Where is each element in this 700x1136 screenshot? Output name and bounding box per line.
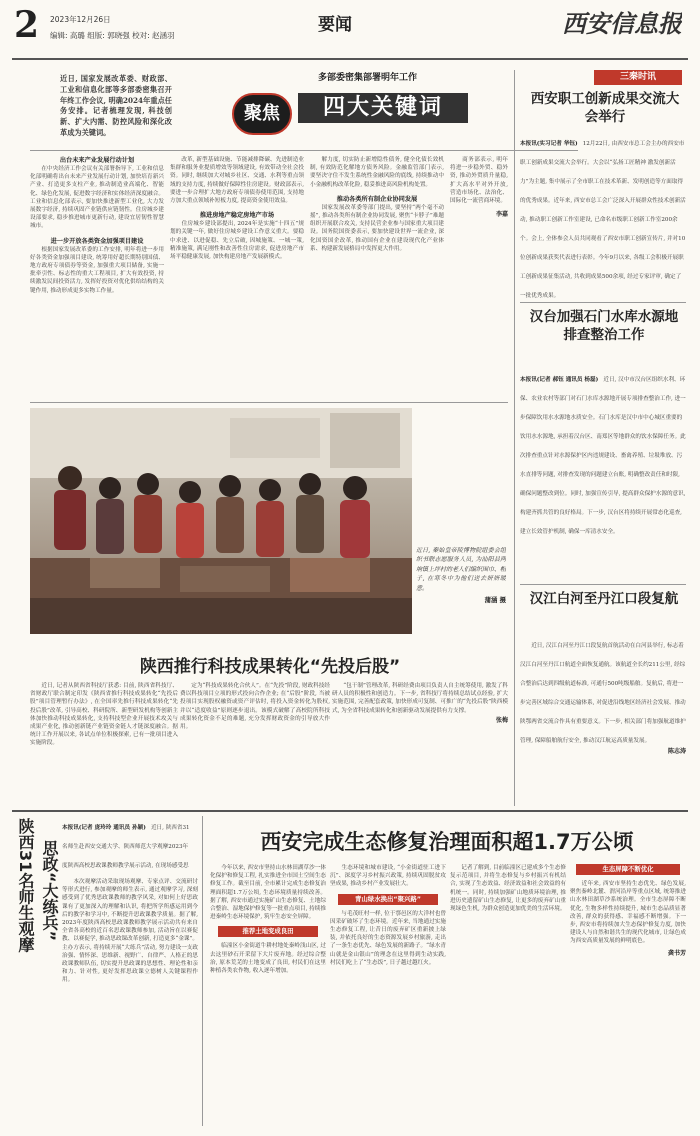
feature-rule bbox=[30, 150, 578, 151]
ecology-col-1 bbox=[210, 864, 326, 1126]
feature-col-3-text-2: 国家发展改革委等部门提出, 要坚持“两个毫不动摇”, 推动各类所有制企业协同发展, 聚焦“卡脖子”难题组织开展联合攻关, 支持民营企业参与国家重大项目建设。国务院国资委表示, 要加快建设世界一流企业, 深化国资国企改革, 推动国有企业在建设现代化产业体系、构建新发展格局中发挥更大作用。 bbox=[310, 204, 444, 252]
sidebar-story-2-text: 近日, 汉中市汉台区组织水利、环保、农业农村等部门对石门水库水源地开展专项排查整治工作, 进一步保障饮用水水源地水质安全。石门水库是汉中市中心城区重要的饮用水水源地, 承担着汉台区、南郑区等地群众的饮水保障任务。此次排查重点针对水源保护区内违规建设、畜禽养殖、垃圾堆放、污水直排等问题, 对排查发现的问题建立台账, 明确整改责任和时限, 确保问题整改到位。同时, 加强宣传引导, 提高群众保护水源的意识, 构建齐抓共管的良好格局。下一步, 汉台区将持续开展常态化巡查, 建立长效管护机制, 确保一库清水安全。 bbox=[520, 377, 686, 535]
ecology-col-4 bbox=[570, 864, 686, 1126]
ecology-title: 西安完成生态修复治理面积超1.7万公顷 bbox=[260, 830, 634, 854]
feature-col-1-text: 在中央经济工作会议有关部署指导下, 工业和信息化部明确将出台未来产业发展行动计划, 加快培育新兴产业、打造更多支柱产业, 推动制造业高端化、智能化、绿色化发展, 促进数字经济和实体经济深度融合。工业和信息化部表示, 要加快推进新型工业化, 大力发展数字经济, 持续巩固产业链供应链韧性。住房城乡建设部要求, 稳步推进城市更新行动, 建设宜居韧性智慧城市。 bbox=[30, 166, 164, 230]
ecology-col-2 bbox=[330, 864, 446, 1126]
sidebar-story-3-title: 汉江白河至丹江口段复航 bbox=[529, 591, 679, 607]
sidebar-divider bbox=[514, 70, 515, 806]
feature-byline: 李嘉 bbox=[495, 211, 508, 219]
feature-col-1 bbox=[30, 156, 164, 400]
tech-col-3 bbox=[332, 682, 508, 804]
teachers-body-text: 本次观摩活动采取现场观摩、专家点评、交流研讨等形式进行, 参加观摩的师生表示, 通过观摩学习, 深刻感受到了优秀思政课教师的教学风采, 对如何上好思政课有了更加深入的理解和认识, 将把所学所感运用到今后的教学和学习中, 不断提升思政课教学质量。据了解, 2023年度陕西高校思政课教师教学展示活动共有来自全省各高校的近百名思政课教师参加, 活动旨在以赛促教、以赛促学, 推动思政课改革创新, 打造更多“金课”。主办方表示, 将持续开展“大练兵”活动, 努力建设一支政治强、情怀深、思维新、视野广、自律严、人格正的思政课教师队伍, 切实提升思政课的思想性、理论性和亲和力、针对性, 更好发挥思政课立德树人关键课程作用。 bbox=[62, 879, 198, 984]
ecology-col-2-text-2: 与毛茂旺村一样, 位于鄠邑区的大洋村也曾因采矿破坏了生态环境。近年来, 当地通过实施生态修复工程, 让昔日的废弃矿区重新披上绿装, 并依托良好的生态资源发展乡村旅游, 走出了一条生态优先、绿色发展的新路子。“绿水青山就是金山银山”的理念在这里得到生动实践, 村民们吃上了“生态饭”, 日子越过越红火。 bbox=[330, 910, 446, 966]
date-line: 2023年12月26日 bbox=[50, 15, 111, 24]
ecology-col-3-text: 记者了解到, 目前临潼区已建成多个生态修复示范项目, 并将生态修复与乡村振兴有机结合, 实现了生态效益、经济效益和社会效益的有机统一。同时, 持续加强矿山地质环境治理, 推进历史遗留矿山生态修复, 让更多的废弃矿山重现绿色生机, 为群众创造更加优美的生活环境。 bbox=[450, 865, 566, 913]
teachers-title-quote-text: 思政“大练兵” bbox=[40, 840, 59, 942]
sidebar-story-1-byline: 本报讯(实习记者 华钰) bbox=[520, 141, 578, 147]
paper-logo: 西安信息报 bbox=[562, 9, 682, 38]
feature-col-2 bbox=[170, 156, 304, 400]
feature-subhead-3: 推进房地产稳定房地产市场 bbox=[199, 212, 275, 220]
sidebar-story-1-body bbox=[520, 130, 686, 300]
feature-col-4-text: 商务部表示, 明年将进一步稳外贸、稳外资, 推动外贸质升量稳, 扩大高水平对外开放, 营造市场化、法治化、国际化一流营商环境。 bbox=[450, 157, 508, 205]
teachers-divider bbox=[202, 816, 203, 1126]
page-number: 2 bbox=[14, 6, 40, 44]
tech-byline: 张梅 bbox=[495, 716, 508, 724]
focus-badge bbox=[232, 93, 292, 135]
bottom-section-rule bbox=[12, 810, 688, 812]
ecology-col-4-text: 近年来, 西安市坚持生态优先、绿色发展, 聚焦秦岭北麓、渭河沿岸等重点区域, 统筹推进山水林田湖草沙系统治理。全市生态屏障不断优化, 生物多样性持续提升, 城市生态品质显著改善, 群众的获得感、幸福感不断增强。下一步, 西安市将持续加大生态保护修复力度, 加快建设人与自然和谐共生的现代化城市, 让绿色成为西安高质量发展的鲜明底色。 bbox=[570, 881, 686, 945]
sidebar-story-3-text: 近日, 汉江白河至丹江口段复航首航活动在白河县举行, 标志着汉江白河至丹江口航道全面恢复通航。该航道全长约211公里, 经综合整治后达到四级航道标准, 可通行500吨级船舶。复航后, 将进一步完善区域综合交通运输体系, 对促进沿线地区经济社会发展、推动陕鄂两省交流合作具有重要意义。下一步, 相关部门将加强航道维护管理, 保障船舶航行安全, 推动汉江航运高质量发展。 bbox=[520, 643, 686, 744]
teachers-title-main bbox=[14, 818, 36, 1008]
tech-col-2-text: 定为“科技成果转化合伙人”。在“先投”阶段, 财政科技经费以科技项目立项的形式投向合作企业; 在“后股”阶段, 当被投项目实现股权融资或资产评估时, 将投入资金转化为股权, 并以“适度收益”原则逐步退出。该模式破解了高校院所科技成果转化资金不足的难题, 充分发挥财政资金的引导放大作用。 bbox=[180, 683, 330, 731]
tech-col-2 bbox=[180, 682, 330, 804]
sidebar-section-label: 三秦时讯 bbox=[594, 70, 682, 85]
teachers-byline: 本报讯(记者 庞玲玲 通讯员 孙颖) bbox=[62, 825, 146, 831]
teachers-intro: 近日, 陕西省31名师生赴西安交通大学、陕西师范大学观摩2023年度陕西高校思政课教师教学展示活动, 在现场感受思 bbox=[62, 825, 190, 869]
ecology-subhead-3: 生态屏障不断优化 bbox=[576, 864, 680, 875]
ecology-col-1-text: 今年以来, 西安市坚持山水林田湖草沙一体化保护和修复工程, 扎实推进全市国土空间生态修复工作。截至目前, 全市累计完成生态修复治理面积超1.7万公顷, 生态环境质量持续改善。据了解, 西安市通过实施矿山生态修复、土地综合整治、湿地保护修复等一批重点项目, 持续推进秦岭生态环境保护, 筑牢生态安全屏障。 bbox=[210, 865, 326, 921]
tech-col-1 bbox=[30, 682, 178, 804]
teachers-title-main-text: 陕西31名师生观摩 bbox=[16, 818, 35, 953]
feature-col-3 bbox=[310, 156, 444, 400]
feature-col-2-text: 改革, 新型基础设施、节能减排降碳、先进制造业集群和服务业提质增效等领域建设, 有效带动全社会投资。同时, 继续加大对城乡社区、交通、水利等重点领域的支持力度, 持续做好保障性住房建设。财政部表示, 要进一步合理扩大地方政府专项债券使用范围, 支持地方加大重点领域补短板力度, 提高资金使用效益。 bbox=[170, 157, 304, 205]
sidebar-story-1-title: 西安职工创新成果交流大会举行 bbox=[530, 91, 680, 125]
lead-text: 近日, 国家发展改革委、财政部、工业和信息化部等多部委密集召开年终工作会议, 明确2024年重点任务安排。记者梳理发现, 科技创新、扩大内需、防控风险和深化改革成为关键词。 bbox=[60, 74, 172, 137]
sidebar-rule-1 bbox=[520, 302, 686, 303]
sidebar-story-2-title: 汉台加强石门水库水源地排查整治工作 bbox=[529, 309, 679, 343]
photo-caption-text: 近日, 秦始皇帝陵博物院组委会组织书联志愿服务人员, 为汕阳县两垧镇上坪村的老人们编织围巾、帽子, 在寒冬中为他们送去妍妍暖意。 bbox=[416, 547, 506, 592]
section-name: 要闻 bbox=[318, 15, 352, 35]
photo-caption bbox=[416, 546, 506, 634]
sidebar-story-3-byline: 陈志涛 bbox=[667, 748, 686, 755]
photo-illustration bbox=[30, 408, 412, 634]
tech-col-1-text: 近日, 记者从陕西省科技厅获悉: 目前, 陕西省科技厅、省财政厅联合制定印发《陕西省推行科技成果转化“先投后股”项目管理暂行办法》, 在全国率先推行科技成果转化“先投后股”改革, 引导高校、科研院所、新型研发机构等创新主体加快推动科技成果转化, 支持科技型企业开展技术攻关与成果产业化, 推动创新链产业链资金链人才链深度融合。据统计工作开展以来, 各试点单位积极探索, 已有一批项目进入实施阶段。 bbox=[30, 683, 178, 747]
feature-title: 四大关键词 bbox=[322, 95, 443, 120]
ecology-col-3 bbox=[450, 864, 566, 1126]
tech-col-3-text: “包干制”管理改革, 科研经费由项目负责人自主统筹使用, 激发了科研人员的积极性和创造力。下一步, 省科技厅将持续总结试点经验, 扩大实施范围, 完善配套政策, 加快形成可复制、可推广的“先投后股”陕西模式, 为全省科技成果转化和创新驱动发展提供有力支撑。 bbox=[332, 683, 508, 714]
teachers-byline-block bbox=[62, 814, 192, 874]
tech-story-title: 陕西推行科技成果转化“先投后股” bbox=[139, 657, 401, 677]
feature-col-4 bbox=[450, 156, 508, 400]
ecology-col-2-text: 生态环境和城市建设, “小金街道驻工进下沉”、深度学习乡村振兴政策, 持续巩固脱贫攻坚成果, 推动乡村产业发展壮大。 bbox=[330, 865, 446, 888]
feature-col-1-text-2: 根据国家发展改革委的工作安排, 明年将进一步用好各类资金加强项目建设, 统筹用好超长期特别国债、地方政府专项债券等资金, 加强重大项目储备, 实施一批牵引性、标志性的重大工程项目, 扩大有效投资, 持续激发民间投资活力, 发挥好投资对优化供给结构的关键作用, 推动形成更多实物工作量。 bbox=[30, 246, 164, 294]
editors-line: 编辑: 高璐 组版: 郭晓强 校对: 赵涵羽 bbox=[50, 31, 175, 40]
feature-col-2-text-2: 住房城乡建设部提出, 2024年是实施“十四五”规划的关键一年, 做好住房城乡建设工作意义重大。要稳中求进、以进促稳、先立后破, 因城施策、一城一策, 精准施策, 满足刚性和改善性住房需求, 促进房地产市场平稳健康发展, 加快构建房地产发展新模式。 bbox=[170, 221, 304, 261]
sidebar-story-3-body bbox=[520, 632, 686, 802]
sidebar-rule-2 bbox=[520, 584, 686, 585]
photo-credit: 蒲涵 摄 bbox=[484, 596, 506, 605]
news-photo bbox=[30, 408, 412, 634]
sidebar-story-2-byline: 本报讯(记者 郝钰 通讯员 杨磊) bbox=[520, 377, 599, 383]
ecology-subhead-2: 青山绿水换出“聚兴路” bbox=[338, 894, 438, 905]
ecology-col-1-text-2: 临潼区小金街道牛耕村地处秦岭浅山区, 过去这里砂石开采留下大片废弃地。经过综合整治, 原本荒芜的土地变成了良田, 村民们在这里种植各类农作物, 收入逐年增加。 bbox=[210, 943, 326, 975]
ecology-byline: 龚书芳 bbox=[667, 949, 686, 957]
masthead-rule bbox=[12, 58, 688, 60]
feature-subhead-4: 推动各类所有制企业协同发展 bbox=[336, 195, 418, 203]
teachers-body bbox=[62, 878, 198, 1124]
feature-title-bar bbox=[298, 93, 468, 123]
feature-subhead-2: 进一步开放各类资金加强项目建设 bbox=[50, 237, 144, 245]
focus-badge-text: 聚焦 bbox=[244, 103, 280, 124]
sidebar-story-1-text: 12月22日, 由西安市总工会主办的西安市职工创新成果交流大会举行。大会以“弘扬工匠精神 激发创新活力”为主题, 集中展示了全市职工在技术革新、发明创造等方面取得的优秀成果。近年来, 西安市总工会广泛深入开展群众性技术创新活动, 推动职工创新工作室建设, 已命名市级职工创新工作室200余个。会上, 全体参会人员共同观看了西安市职工创新宣传片, 并对10位创新成果获奖代表进行表彰。今年9月以来, 各级工会积极开展职工创新成果征集活动, 共收到成果500余项, 经过专家评审, 确定了一批优秀成果。 bbox=[520, 141, 686, 299]
lead-box bbox=[60, 74, 172, 154]
feature-bottom-rule bbox=[30, 402, 508, 403]
feature-kicker: 多部委密集部署明年工作 bbox=[318, 73, 418, 83]
ecology-subhead-1: 推荐土地变成良田 bbox=[218, 926, 318, 937]
feature-subhead-1: 出台未来产业发展行动计划 bbox=[59, 157, 135, 164]
teachers-title-quote bbox=[38, 840, 60, 990]
sidebar-story-2-body bbox=[520, 366, 686, 580]
feature-col-3-text: 解力度, 切实防止新增隐性债务, 健全化债长效机制, 有效防范化解地方债务风险。金融监管部门表示, 要坚决守住不发生系统性金融风险的底线, 持续推动中小金融机构改革化险, 稳妥推进高风险机构处置。 bbox=[310, 157, 444, 188]
masthead bbox=[0, 0, 700, 62]
